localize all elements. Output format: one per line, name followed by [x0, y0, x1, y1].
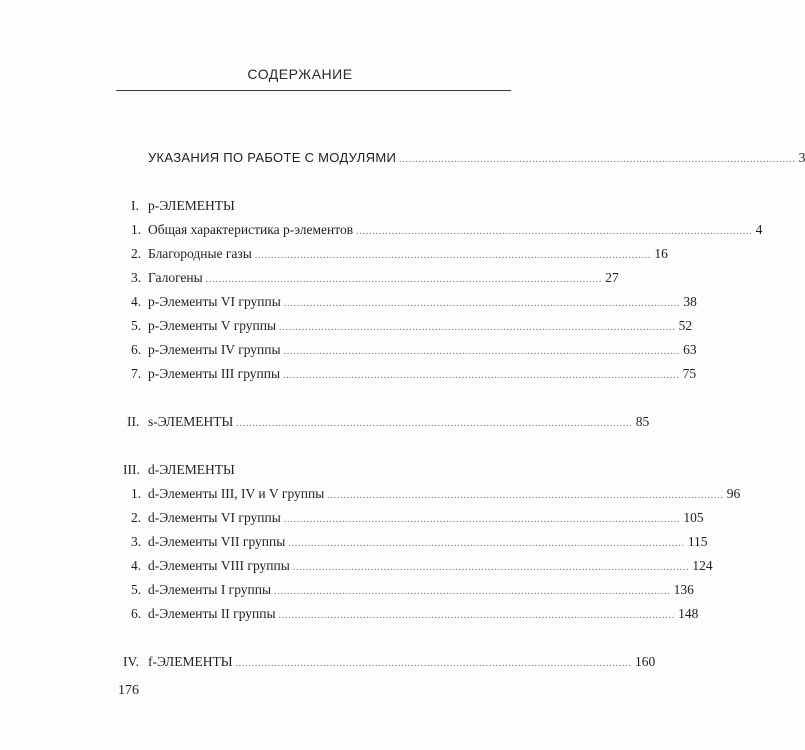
- toc-leader: ..........................................................................................................................: [283, 370, 680, 380]
- toc-entry-num: 4.: [131, 294, 142, 309]
- toc-entry-page: 52: [678, 318, 693, 333]
- toc-entry-page: 85: [635, 414, 650, 429]
- toc-entry-num: 2.: [131, 510, 142, 525]
- page-number: 176: [118, 683, 139, 698]
- toc-entry: [131, 582, 694, 600]
- toc-entry-num: 4.: [131, 558, 142, 573]
- toc-leader: ..........................................................................................................................: [205, 274, 603, 284]
- toc-entry-num: 2.: [131, 246, 142, 261]
- toc-entry: [131, 246, 668, 264]
- toc-leader: ..........................................................................................................................: [399, 154, 796, 164]
- toc-entry-num: 7.: [131, 366, 142, 381]
- toc-entry: [131, 510, 704, 528]
- toc-leader: ..........................................................................................................................: [292, 562, 690, 572]
- toc-entry-title: УКАЗАНИЯ ПО РАБОТЕ С МОДУЛЯМИ: [148, 150, 397, 165]
- toc-leader: ..........................................................................................................................: [288, 538, 685, 548]
- toc-entry-page: 4: [755, 222, 763, 237]
- toc-entry: [131, 534, 708, 552]
- toc-entry: [131, 318, 693, 336]
- toc-section-num: IV.: [123, 654, 139, 669]
- toc-entry-title: Благородные газы: [148, 246, 252, 261]
- toc-entry-title: d-Элементы VII группы: [148, 534, 286, 549]
- toc-entry-page: 96: [726, 486, 741, 501]
- toc-entry-num: 6.: [131, 606, 142, 621]
- toc-section-num: II.: [127, 414, 140, 429]
- toc-leader: ..........................................................................................................................: [236, 418, 633, 428]
- toc-section-num: I.: [131, 198, 139, 213]
- toc-entry: [131, 342, 697, 360]
- toc-entry-title: Галогены: [148, 270, 203, 285]
- toc-entry-page: 160: [634, 654, 656, 669]
- toc-entry-title: p-Элементы V группы: [148, 318, 277, 333]
- toc-section-title: f-ЭЛЕМЕНТЫ: [148, 654, 233, 669]
- toc-leader: ..........................................................................................................................: [283, 346, 681, 356]
- toc-entry-page: 136: [673, 582, 694, 597]
- page-header-title: СОДЕРЖАНИЕ: [247, 66, 353, 82]
- toc-section-title: p-ЭЛЕМЕНТЫ: [148, 198, 235, 213]
- toc-entry: [131, 366, 697, 384]
- toc-entry-title: Общая характеристика p-элементов: [148, 222, 354, 237]
- toc-leader: ..........................................................................................................................: [278, 610, 676, 620]
- toc-entry-title: d-Элементы I группы: [148, 582, 272, 597]
- toc-leader: ..........................................................................................................................: [279, 322, 676, 332]
- toc-section-header: [131, 198, 491, 216]
- toc-entry-num: 1.: [131, 486, 142, 501]
- toc-entry-page: 148: [678, 606, 699, 621]
- toc-section-header: [123, 462, 491, 480]
- toc-entry-title: p-Элементы III группы: [148, 366, 281, 381]
- toc-entry-title: d-Элементы III, IV и V группы: [148, 486, 325, 501]
- toc-entry-title: p-Элементы IV группы: [148, 342, 281, 357]
- toc-leader: ..........................................................................................................................: [283, 514, 681, 524]
- toc-section-title: d-ЭЛЕМЕНТЫ: [148, 462, 235, 477]
- toc-leader: ..........................................................................................................................: [254, 250, 652, 260]
- toc-entry-page: 75: [682, 366, 697, 381]
- toc-entry-intro: [148, 150, 805, 168]
- toc-entry-page: 105: [683, 510, 704, 525]
- toc-entry-page: 124: [692, 558, 713, 573]
- header-rule: [116, 90, 511, 91]
- toc-entry-page: 38: [683, 294, 697, 309]
- toc-entry-num: 3.: [131, 534, 142, 549]
- toc-leader: ..........................................................................................................................: [283, 298, 681, 308]
- toc-entry: [131, 222, 763, 240]
- toc-leader: ..........................................................................................................................: [356, 226, 753, 236]
- toc-entry-page: 63: [683, 342, 697, 357]
- toc-entry-page: 115: [687, 534, 708, 549]
- toc-entry: [131, 486, 741, 504]
- toc-entry: [131, 558, 713, 576]
- toc-entry-page: 3: [798, 150, 805, 165]
- toc-section-num: III.: [123, 462, 140, 477]
- toc-entry-title: p-Элементы VI группы: [148, 294, 281, 309]
- toc-section-header: [123, 654, 656, 672]
- toc-leader: ..........................................................................................................................: [235, 658, 632, 668]
- toc-section-header: [127, 414, 650, 432]
- toc-entry: [131, 606, 699, 624]
- toc-entry-num: 6.: [131, 342, 142, 357]
- toc-entry-page: 16: [654, 246, 668, 261]
- toc-entry-title: d-Элементы VI группы: [148, 510, 281, 525]
- toc-entry-num: 1.: [131, 222, 142, 237]
- toc-entry-page: 27: [605, 270, 619, 285]
- toc-entry: [131, 270, 619, 288]
- toc-entry-title: d-Элементы VIII группы: [148, 558, 290, 573]
- toc-leader: ..........................................................................................................................: [274, 586, 671, 596]
- toc-entry-num: 5.: [131, 582, 142, 597]
- toc-section-title: s-ЭЛЕМЕНТЫ: [148, 414, 234, 429]
- toc-entry-title: d-Элементы II группы: [148, 606, 276, 621]
- toc-entry-num: 5.: [131, 318, 142, 333]
- toc-leader: ..........................................................................................................................: [327, 490, 724, 500]
- toc-entry: [131, 294, 697, 312]
- toc-entry-num: 3.: [131, 270, 142, 285]
